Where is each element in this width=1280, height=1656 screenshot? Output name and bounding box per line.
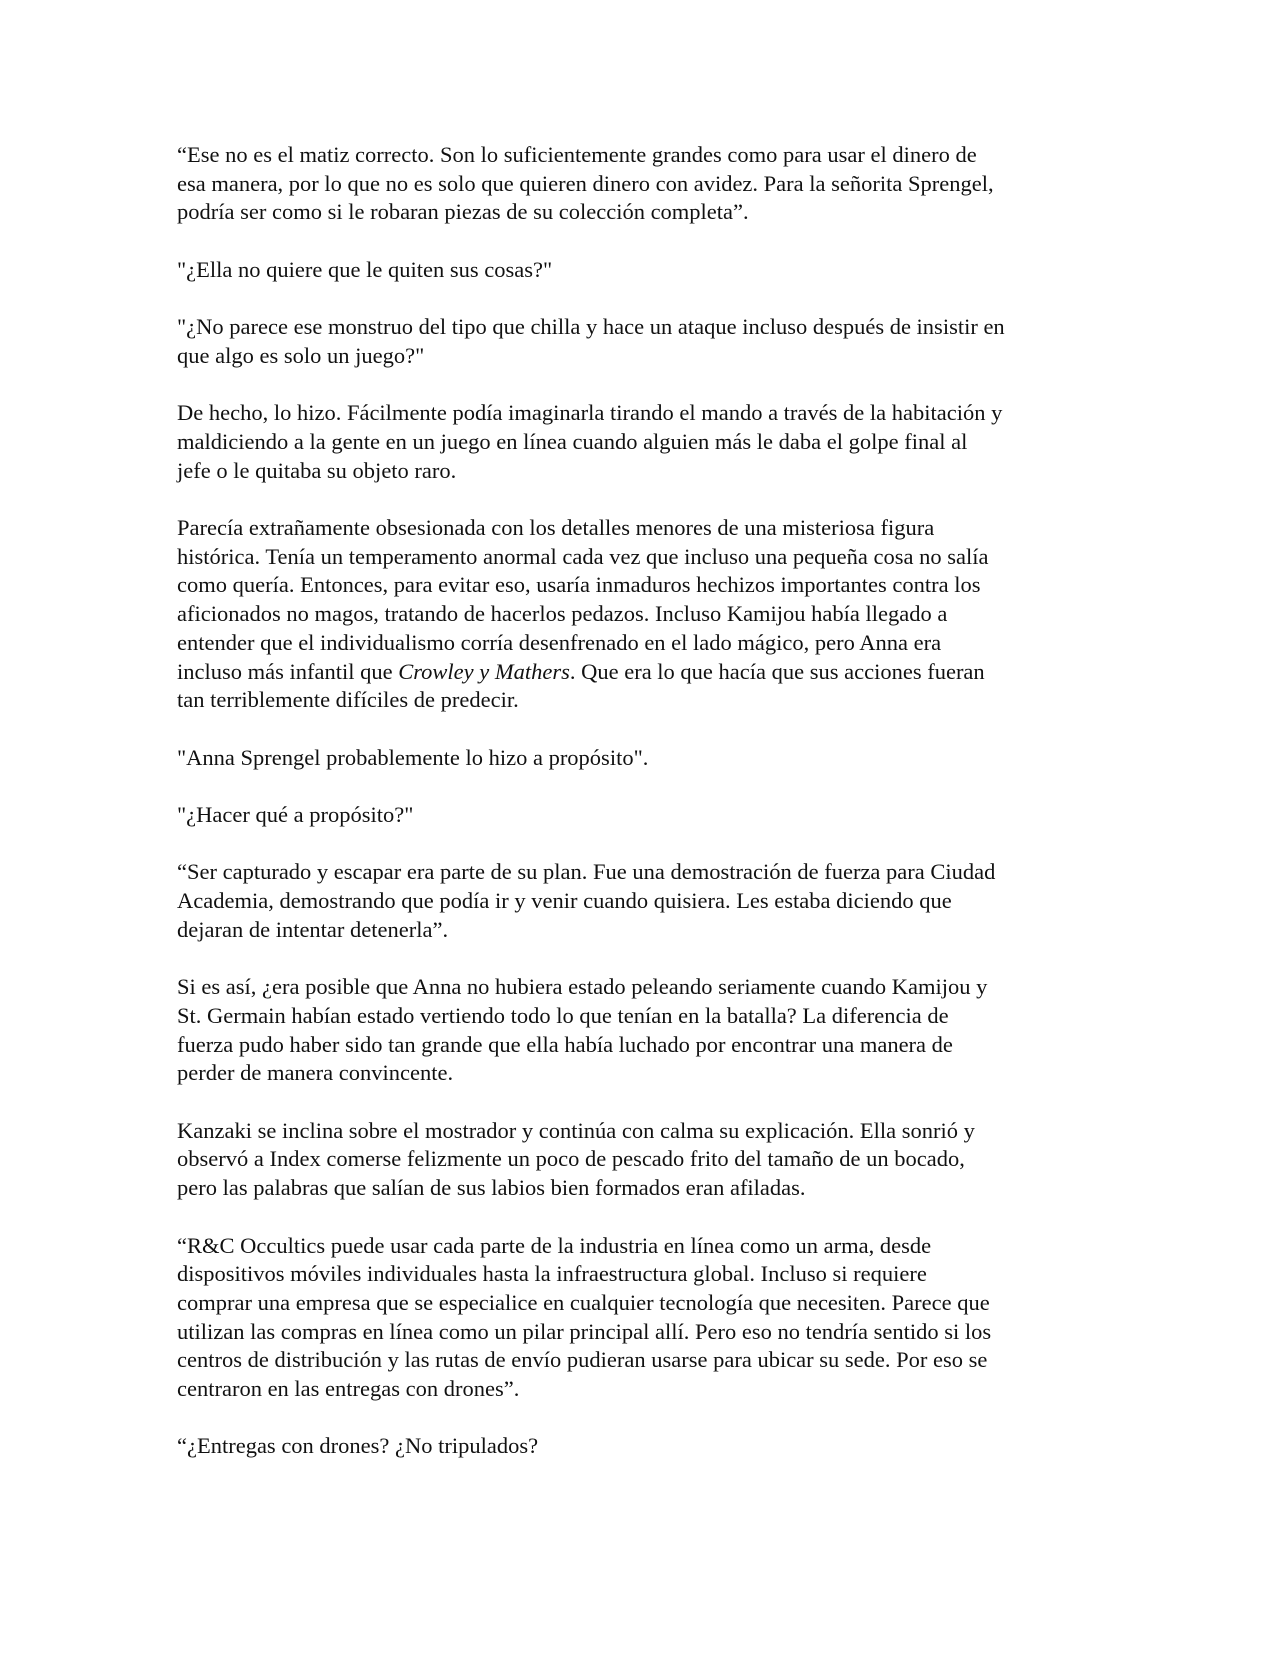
text-line: "¿Ella no quiere que le quiten sus cosas?" (177, 256, 553, 282)
text-line: St. Germain habían estado vertiendo todo lo que tenían en la batalla? La diferencia de (177, 1002, 949, 1028)
document-page (177, 141, 1107, 1490)
text-line: como quería. Entonces, para evitar eso, usaría inmaduros hechizos importantes contra los (177, 572, 981, 598)
paragraph-2 (177, 256, 1107, 285)
text-line: tan terriblemente difíciles de predecir. (177, 687, 519, 713)
text-line: centros de distribución y las rutas de envío pudieran usarse para ubicar su sede. Por eso se (177, 1347, 988, 1373)
text-line: pero las palabras que salían de sus labios bien formados eran afiladas. (177, 1175, 806, 1201)
text-line: jefe o le quitaba su objeto raro. (177, 457, 457, 483)
text-line: podría ser como si le robaran piezas de su colección completa”. (177, 199, 749, 225)
paragraph-1 (177, 141, 1107, 227)
text-line: dispositivos móviles individuales hasta la infraestructura global. Incluso si requiere (177, 1261, 927, 1287)
text-run: incluso más infantil que (177, 658, 399, 684)
paragraph-5 (177, 514, 1107, 715)
text-line: utilizan las compras en línea como un pilar principal allí. Pero eso no tendría sentido si los (177, 1318, 992, 1344)
paragraph-8 (177, 858, 1107, 944)
text-line: "¿No parece ese monstruo del tipo que chilla y hace un ataque incluso después de insistir en (177, 314, 1005, 340)
text-line: “¿Entregas con drones? ¿No tripulados? (177, 1433, 539, 1459)
text-line: Academia, demostrando que podía ir y venir cuando quisiera. Les estaba diciendo que (177, 888, 952, 914)
text-line: "¿Hacer qué a propósito?" (177, 802, 414, 828)
text-line: De hecho, lo hizo. Fácilmente podía imaginarla tirando el mando a través de la habitación y (177, 400, 1003, 426)
paragraph-6 (177, 744, 1107, 773)
text-line: centraron en las entregas con drones”. (177, 1376, 520, 1402)
text-line: esa manera, por lo que no es solo que quieren dinero con avidez. Para la señorita Sprengel, (177, 170, 994, 196)
text-line: comprar una empresa que se especialice en cualquier tecnología que necesiten. Parece que (177, 1289, 990, 1315)
text-line: “R&C Occultics puede usar cada parte de la industria en línea como un arma, desde (177, 1232, 932, 1258)
paragraph-10 (177, 1117, 1107, 1203)
text-line: que algo es solo un juego?" (177, 342, 425, 368)
text-line: Si es así, ¿era posible que Anna no hubiera estado peleando seriamente cuando Kamijou y (177, 974, 988, 1000)
text-line: Kanzaki se inclina sobre el mostrador y continúa con calma su explicación. Ella sonrió y (177, 1117, 975, 1143)
text-line: entender que el individualismo corría desenfrenado en el lado mágico, pero Anna era (177, 629, 942, 655)
text-line: “Ser capturado y escapar era parte de su plan. Fue una demostración de fuerza para Ciudad (177, 859, 996, 885)
text-line: aficionados no magos, tratando de hacerlos pedazos. Incluso Kamijou había llegado a (177, 601, 948, 627)
text-line: dejaran de intentar detenerla”. (177, 916, 449, 942)
text-line: histórica. Tenía un temperamento anormal cada vez que incluso una pequeña cosa no salía (177, 543, 989, 569)
paragraph-7 (177, 801, 1107, 830)
text-line: fuerza pudo haber sido tan grande que ella había luchado por encontrar una manera de (177, 1031, 953, 1057)
text-line: observó a Index comerse felizmente un poco de pescado frito del tamaño de un bocado, (177, 1146, 965, 1172)
text-line: “Ese no es el matiz correcto. Son lo suficientemente grandes como para usar el dinero de (177, 142, 977, 167)
paragraph-11 (177, 1232, 1107, 1404)
text-line: perder de manera convincente. (177, 1060, 454, 1086)
text-line: Parecía extrañamente obsesionada con los detalles menores de una misteriosa figura (177, 515, 935, 541)
text-line: maldiciendo a la gente en un juego en línea cuando alguien más le daba el golpe final al (177, 428, 968, 454)
text-run: . Que era lo que hacía que sus acciones fueran (569, 658, 985, 684)
text-line-with-italic (177, 658, 1107, 687)
paragraph-12 (177, 1432, 1107, 1461)
paragraph-3 (177, 313, 1107, 370)
italic-title: Crowley y Mathers (398, 658, 570, 684)
paragraph-4 (177, 399, 1107, 485)
paragraph-9 (177, 973, 1107, 1088)
text-line: "Anna Sprengel probablemente lo hizo a propósito". (177, 744, 649, 770)
